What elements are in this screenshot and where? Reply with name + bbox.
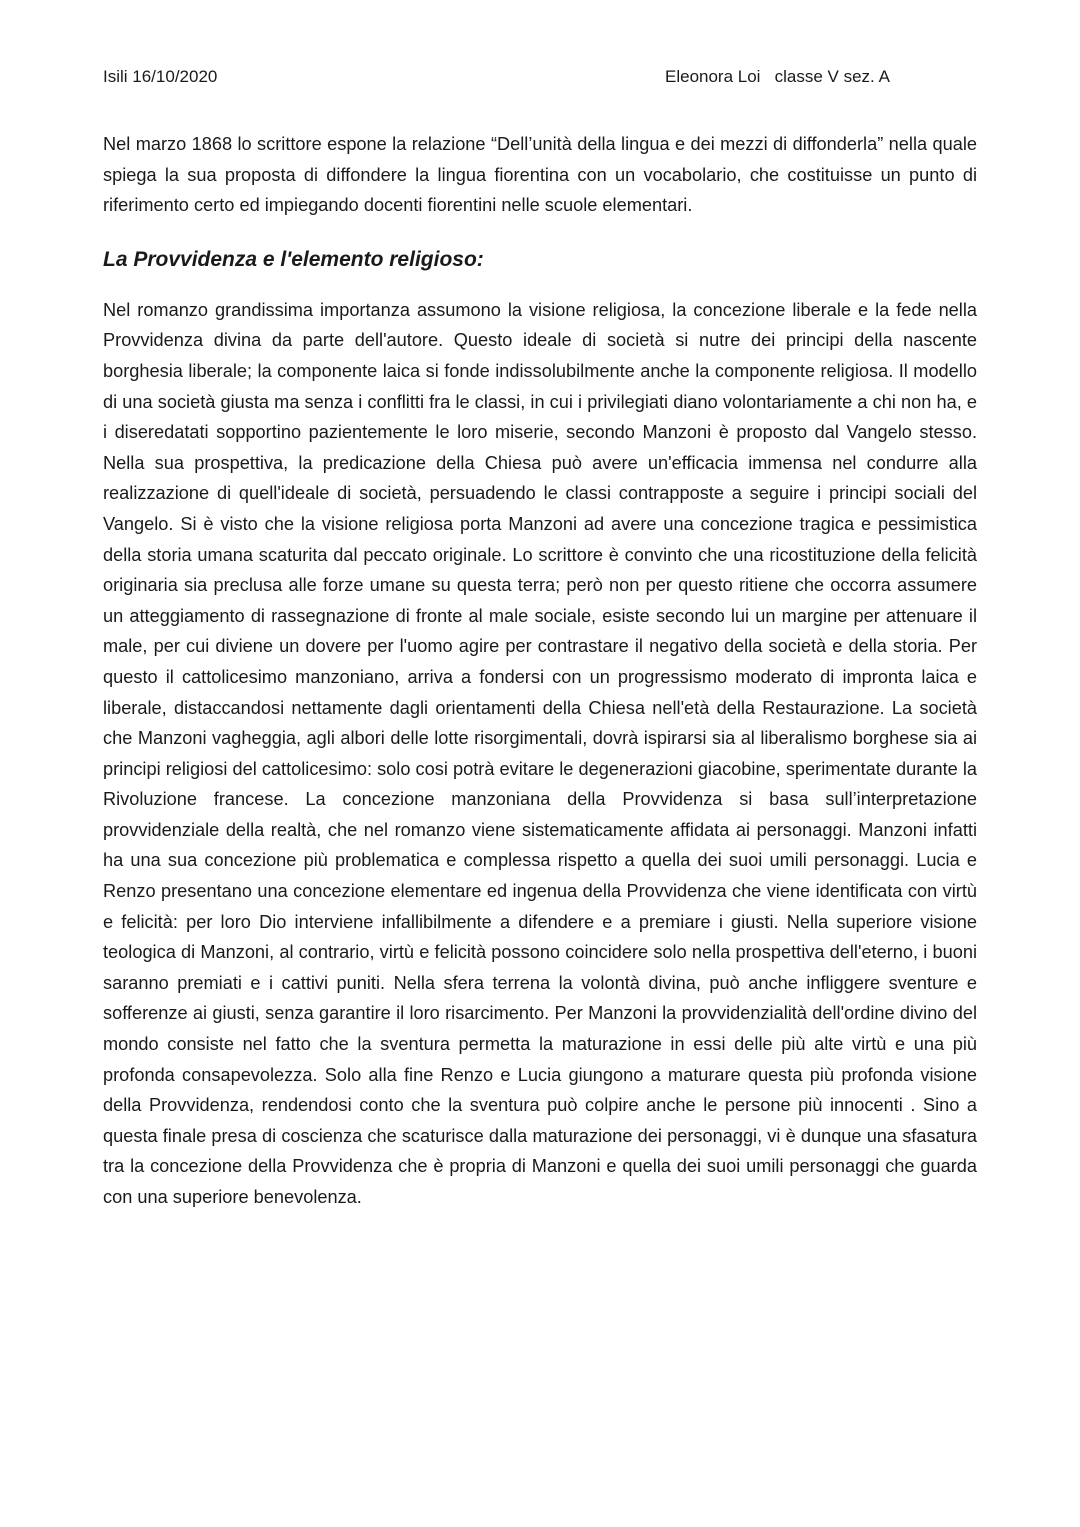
section-body-paragraph: Nel romanzo grandissima importanza assumono la visione religiosa, la concezione liberale e la fede nella Provvidenza divina da parte dell'autore. Questo ideale di società si nutre dei principi della nascente borghesia liberale; la componente laica si fonde indissolubilmente anche la componente religiosa. Il modello di una società giusta ma senza i conflitti fra le classi, in cui i privilegiati diano volontariamente a chi non ha, e i diseredatati sopportino pazientemente le loro miserie, secondo Manzoni è proposto dal Vangelo stesso. Nella sua prospettiva, la predicazione della Chiesa può avere un'efficacia immensa nel condurre alla realizzazione di quell'ideale di società, persuadendo le classi contrapposte a seguire i principi sociali del Vangelo. Si è visto che la visione religiosa porta Manzoni ad avere una concezione tragica e pessimistica della storia umana scaturita dal peccato originale. Lo scrittore è convinto che una ricostituzione della felicità originaria sia preclusa alle forze umane su questa terra; però non per questo ritiene che occorra assumere un atteggiamento di rassegnazione di fronte al male sociale, esiste secondo lui un margine per attenuare il male, per cui diviene un dovere per l'uomo agire per contrastare il negativo della società e della storia. Per questo il cattolicesimo manzoniano, arriva a fondersi con un progressismo moderato di impronta laica e liberale, distaccandosi nettamente dagli orientamenti della Chiesa nell'età della Restaurazione. La società che Manzoni vagheggia, agli albori delle lotte risorgimentali, dovrà ispirarsi sia al liberalismo borghese sia ai principi religiosi del cattolicesimo: solo cosi potrà evitare le degenerazioni giacobine, sperimentate durante la Rivoluzione francese. La concezione manzoniana della Provvidenza si basa sull’interpretazione provvidenziale della realtà, che nel romanzo viene sistematicamente affidata ai personaggi. Manzoni infatti ha una sua concezione più problematica e complessa rispetto a quella dei suoi umili personaggi. Lucia e Renzo presentano una concezione elementare ed ingenua della Provvidenza che viene identificata con virtù e felicità: per loro Dio interviene infallibilmente a difendere e a premiare i giusti. Nella superiore visione teologica di Manzoni, al contrario, virtù e felicità possono coincidere solo nella prospettiva dell'eterno, i buoni saranno premiati e i cattivi puniti. Nella sfera terrena la volontà divina, può anche infliggere sventure e sofferenze ai giusti, senza garantire il loro risarcimento. Per Manzoni la provvidenzialità dell'ordine divino del mondo consiste nel fatto che la sventura permetta la maturazione in essi delle più alte virtù e una più profonda consapevolezza. Solo alla fine Renzo e Lucia giungono a maturare questa più profonda visione della Provvidenza, rendendosi conto che la sventura può colpire anche le persone più innocenti . Sino a questa finale presa di coscienza che scaturisce dalla maturazione dei personaggi, vi è dunque una sfasatura tra la concezione della Provvidenza che è propria di Manzoni e quella dei suoi umili personaggi che guarda con una superiore benevolenza. [103,299,977,1207]
section-title: La Provvidenza e l'elemento religioso: [103,247,484,271]
header-author-class: Eleonora Loi classe V sez. A [665,67,890,86]
document-body [103,129,977,1213]
header-place-date: Isili 16/10/2020 [103,67,218,86]
intro-paragraph: Nel marzo 1868 lo scrittore espone la relazione “Dell’unità della lingua e dei mezzi di diffonderla” nella quale spiega la sua proposta di diffondere la lingua fiorentina con un vocabolario, che costituisse un punto di riferimento certo ed impiegando docenti fiorentini nelle scuole elementari. [103,134,977,216]
page-header [103,64,893,90]
